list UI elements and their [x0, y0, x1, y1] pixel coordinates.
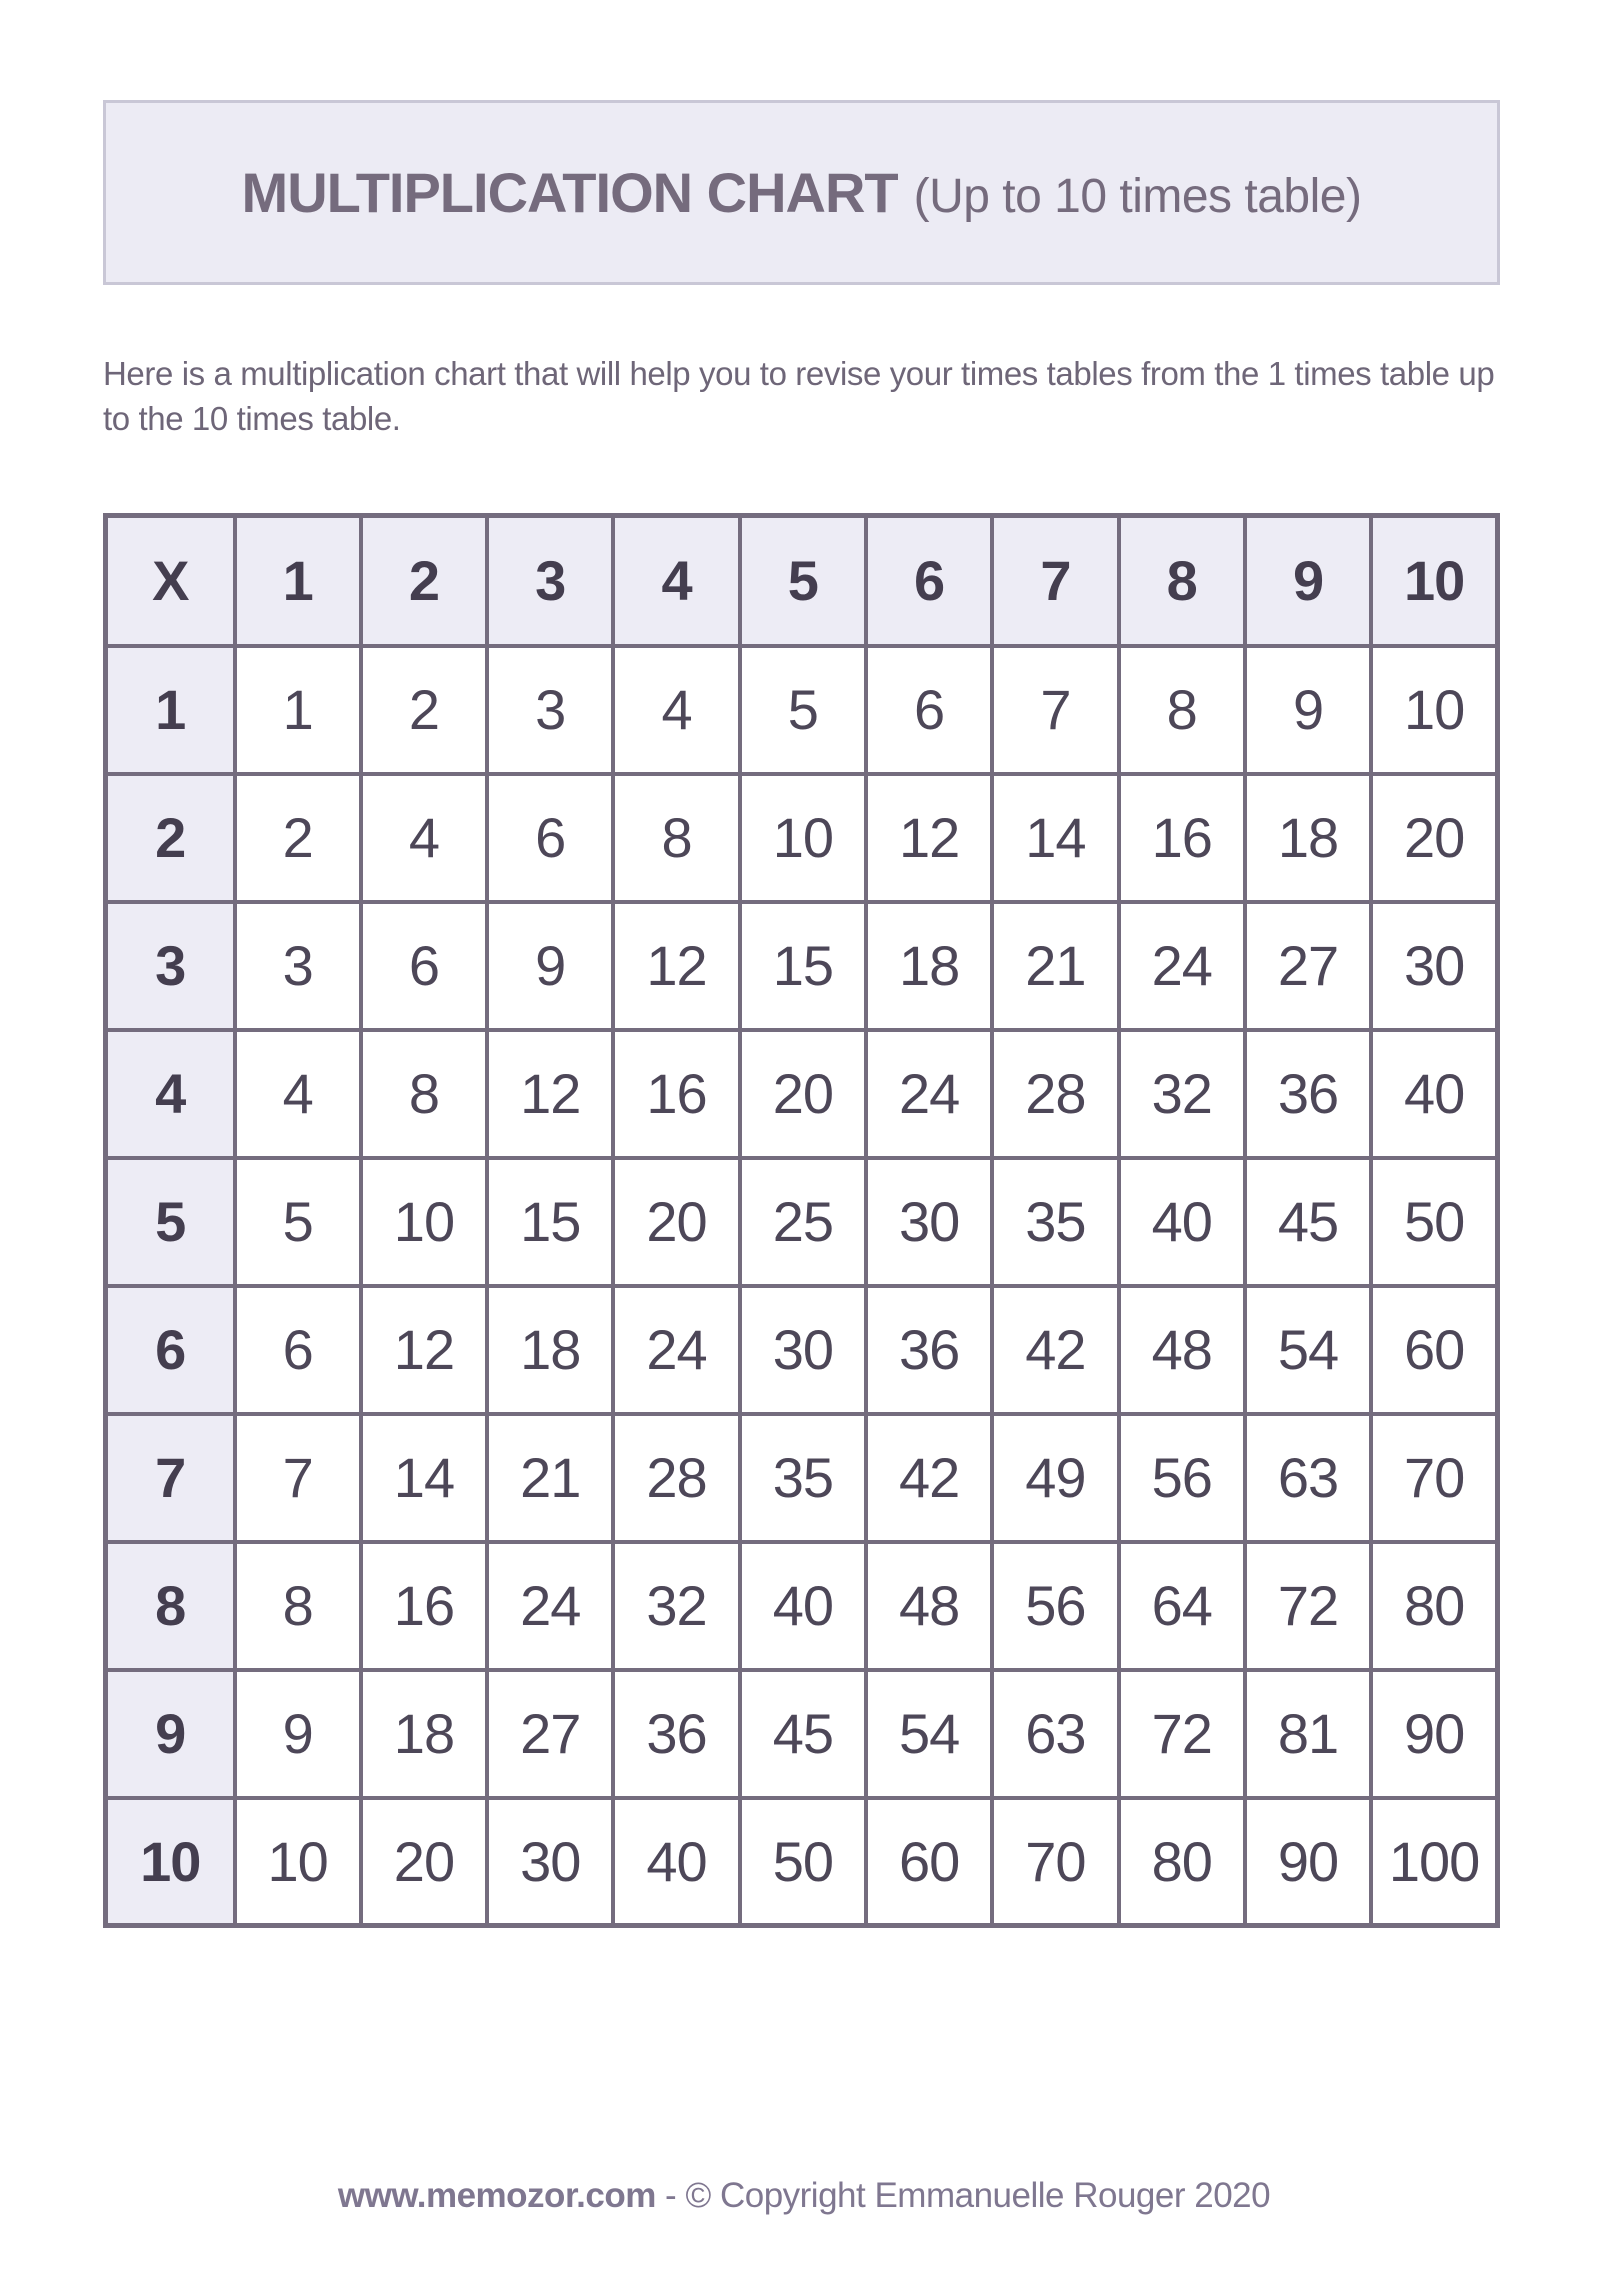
- product-cell: 32: [1119, 1030, 1245, 1158]
- product-cell: 27: [487, 1670, 613, 1798]
- product-cell: 6: [235, 1286, 361, 1414]
- product-cell: 3: [235, 902, 361, 1030]
- table-row: [106, 1414, 1498, 1542]
- product-cell: 30: [740, 1286, 866, 1414]
- product-cell: 28: [613, 1414, 739, 1542]
- product-cell: 40: [740, 1542, 866, 1670]
- product-cell: 18: [487, 1286, 613, 1414]
- row-header-cell: 8: [106, 1542, 235, 1670]
- product-cell: 80: [1119, 1798, 1245, 1926]
- product-cell: 24: [613, 1286, 739, 1414]
- product-cell: 60: [866, 1798, 992, 1926]
- footer-copyright: © Copyright Emmanuelle Rouger 2020: [685, 2176, 1271, 2215]
- product-cell: 7: [235, 1414, 361, 1542]
- product-cell: 8: [613, 774, 739, 902]
- table-row: [106, 646, 1498, 774]
- product-cell: 10: [235, 1798, 361, 1926]
- row-header-cell: 1: [106, 646, 235, 774]
- product-cell: 2: [361, 646, 487, 774]
- product-cell: 9: [235, 1670, 361, 1798]
- product-cell: 4: [235, 1030, 361, 1158]
- product-cell: 20: [740, 1030, 866, 1158]
- product-cell: 27: [1245, 902, 1371, 1030]
- row-header-cell: 6: [106, 1286, 235, 1414]
- product-cell: 10: [1371, 646, 1497, 774]
- product-cell: 18: [866, 902, 992, 1030]
- footer-site: www.memozor.com: [337, 2176, 656, 2215]
- column-header-cell: 10: [1371, 516, 1497, 646]
- product-cell: 50: [1371, 1158, 1497, 1286]
- product-cell: 12: [361, 1286, 487, 1414]
- product-cell: 40: [613, 1798, 739, 1926]
- product-cell: 20: [361, 1798, 487, 1926]
- product-cell: 4: [613, 646, 739, 774]
- product-cell: 30: [1371, 902, 1497, 1030]
- product-cell: 60: [1371, 1286, 1497, 1414]
- product-cell: 18: [361, 1670, 487, 1798]
- product-cell: 8: [1119, 646, 1245, 774]
- product-cell: 48: [1119, 1286, 1245, 1414]
- table-row: [106, 1670, 1498, 1798]
- product-cell: 9: [1245, 646, 1371, 774]
- row-header-cell: 10: [106, 1798, 235, 1926]
- row-header-cell: 5: [106, 1158, 235, 1286]
- product-cell: 6: [866, 646, 992, 774]
- footer-separator: -: [655, 2176, 686, 2215]
- table-header: [106, 516, 1498, 646]
- product-cell: 20: [613, 1158, 739, 1286]
- product-cell: 2: [235, 774, 361, 902]
- row-header-cell: 4: [106, 1030, 235, 1158]
- product-cell: 3: [487, 646, 613, 774]
- row-header-cell: 7: [106, 1414, 235, 1542]
- column-header-cell: 5: [740, 516, 866, 646]
- title-main: MULTIPLICATION CHART: [241, 161, 898, 224]
- product-cell: 36: [1245, 1030, 1371, 1158]
- title-sub: (Up to 10 times table): [913, 170, 1362, 223]
- intro-text: Here is a multiplication chart that will help you to revise your times tables from the 1 times table up to the 10 times table.: [103, 355, 1495, 437]
- product-cell: 35: [740, 1414, 866, 1542]
- product-cell: 70: [992, 1798, 1118, 1926]
- row-header-cell: 2: [106, 774, 235, 902]
- product-cell: 12: [487, 1030, 613, 1158]
- row-header-cell: 3: [106, 902, 235, 1030]
- product-cell: 32: [613, 1542, 739, 1670]
- product-cell: 12: [866, 774, 992, 902]
- product-cell: 63: [992, 1670, 1118, 1798]
- product-cell: 15: [487, 1158, 613, 1286]
- footer: [0, 2176, 1608, 2216]
- product-cell: 63: [1245, 1414, 1371, 1542]
- product-cell: 1: [235, 646, 361, 774]
- product-cell: 8: [235, 1542, 361, 1670]
- table-body: [106, 646, 1498, 1926]
- product-cell: 18: [1245, 774, 1371, 902]
- table-row: [106, 902, 1498, 1030]
- product-cell: 6: [487, 774, 613, 902]
- table-row: [106, 1542, 1498, 1670]
- table-row: [106, 1286, 1498, 1414]
- product-cell: 16: [1119, 774, 1245, 902]
- product-cell: 4: [361, 774, 487, 902]
- page-title: [242, 160, 1362, 225]
- header-row: [106, 516, 1498, 646]
- product-cell: 15: [740, 902, 866, 1030]
- product-cell: 7: [992, 646, 1118, 774]
- column-header-cell: 8: [1119, 516, 1245, 646]
- product-cell: 50: [740, 1798, 866, 1926]
- product-cell: 35: [992, 1158, 1118, 1286]
- multiplication-table: [103, 513, 1500, 1928]
- product-cell: 24: [866, 1030, 992, 1158]
- product-cell: 16: [613, 1030, 739, 1158]
- row-header-cell: 9: [106, 1670, 235, 1798]
- table-row: [106, 1798, 1498, 1926]
- product-cell: 56: [1119, 1414, 1245, 1542]
- product-cell: 30: [866, 1158, 992, 1286]
- product-cell: 12: [613, 902, 739, 1030]
- product-cell: 40: [1371, 1030, 1497, 1158]
- product-cell: 10: [361, 1158, 487, 1286]
- product-cell: 90: [1371, 1670, 1497, 1798]
- product-cell: 5: [235, 1158, 361, 1286]
- product-cell: 45: [1245, 1158, 1371, 1286]
- product-cell: 24: [487, 1542, 613, 1670]
- product-cell: 28: [992, 1030, 1118, 1158]
- table-row: [106, 1030, 1498, 1158]
- product-cell: 21: [487, 1414, 613, 1542]
- product-cell: 14: [992, 774, 1118, 902]
- product-cell: 36: [866, 1286, 992, 1414]
- product-cell: 81: [1245, 1670, 1371, 1798]
- product-cell: 10: [740, 774, 866, 902]
- column-header-cell: 3: [487, 516, 613, 646]
- table-row: [106, 1158, 1498, 1286]
- product-cell: 72: [1245, 1542, 1371, 1670]
- product-cell: 5: [740, 646, 866, 774]
- product-cell: 42: [992, 1286, 1118, 1414]
- product-cell: 14: [361, 1414, 487, 1542]
- product-cell: 64: [1119, 1542, 1245, 1670]
- title-banner: [103, 100, 1500, 285]
- product-cell: 30: [487, 1798, 613, 1926]
- product-cell: 24: [1119, 902, 1245, 1030]
- column-header-cell: 1: [235, 516, 361, 646]
- product-cell: 100: [1371, 1798, 1497, 1926]
- product-cell: 20: [1371, 774, 1497, 902]
- corner-cell: X: [106, 516, 235, 646]
- table-row: [106, 774, 1498, 902]
- product-cell: 90: [1245, 1798, 1371, 1926]
- product-cell: 70: [1371, 1414, 1497, 1542]
- product-cell: 49: [992, 1414, 1118, 1542]
- product-cell: 21: [992, 902, 1118, 1030]
- product-cell: 45: [740, 1670, 866, 1798]
- product-cell: 54: [866, 1670, 992, 1798]
- product-cell: 80: [1371, 1542, 1497, 1670]
- column-header-cell: 4: [613, 516, 739, 646]
- product-cell: 9: [487, 902, 613, 1030]
- product-cell: 54: [1245, 1286, 1371, 1414]
- product-cell: 42: [866, 1414, 992, 1542]
- column-header-cell: 6: [866, 516, 992, 646]
- product-cell: 25: [740, 1158, 866, 1286]
- column-header-cell: 2: [361, 516, 487, 646]
- product-cell: 6: [361, 902, 487, 1030]
- product-cell: 48: [866, 1542, 992, 1670]
- column-header-cell: 9: [1245, 516, 1371, 646]
- product-cell: 40: [1119, 1158, 1245, 1286]
- product-cell: 72: [1119, 1670, 1245, 1798]
- column-header-cell: 7: [992, 516, 1118, 646]
- product-cell: 8: [361, 1030, 487, 1158]
- product-cell: 16: [361, 1542, 487, 1670]
- product-cell: 56: [992, 1542, 1118, 1670]
- product-cell: 36: [613, 1670, 739, 1798]
